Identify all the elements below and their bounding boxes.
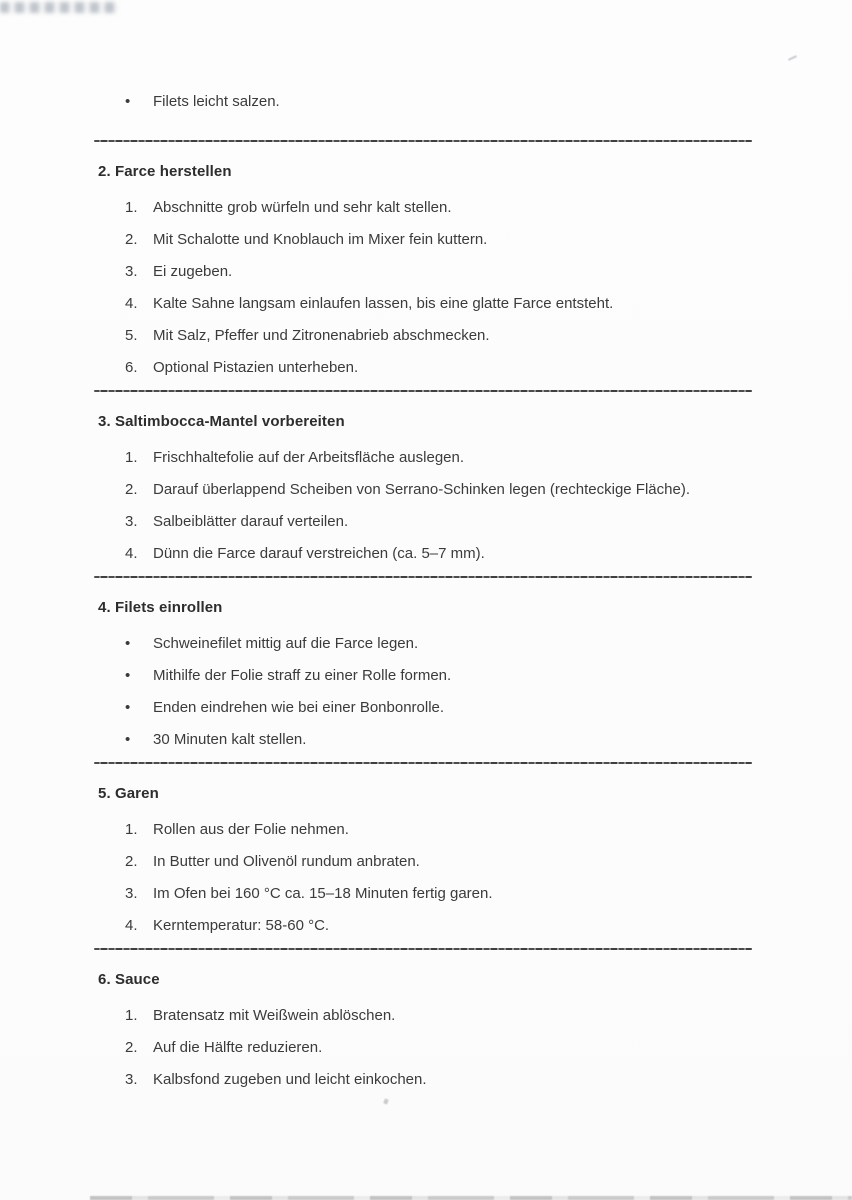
list-item-text: Filets leicht salzen. bbox=[153, 93, 280, 110]
list-item-text: Frischhaltefolie auf der Arbeitsfläche auslegen. bbox=[153, 449, 465, 466]
list-item bbox=[125, 448, 752, 468]
list-item-text: Schweinefilet mittig auf die Farce legen. bbox=[153, 635, 419, 652]
list-item bbox=[125, 884, 752, 904]
list-item bbox=[125, 666, 752, 686]
section-divider bbox=[94, 762, 752, 764]
list-item bbox=[125, 852, 752, 872]
list-item-text: Auf die Hälfte reduzieren. bbox=[153, 1039, 323, 1056]
list-item-text: Abschnitte grob würfeln und sehr kalt stellen. bbox=[153, 199, 452, 216]
list-item-text: Im Ofen bei 160 °C ca. 15–18 Minuten fertig garen. bbox=[153, 885, 493, 902]
list-item-text: In Butter und Olivenöl rundum anbraten. bbox=[153, 853, 420, 870]
list-item-marker: 1. bbox=[125, 821, 138, 838]
scan-artifact-bottom-edge bbox=[90, 1196, 852, 1200]
list-item-marker: 5. bbox=[125, 327, 138, 344]
list-item-text: Mit Schalotte und Knoblauch im Mixer fein kuttern. bbox=[153, 231, 488, 248]
list-item-text: Bratensatz mit Weißwein ablöschen. bbox=[153, 1007, 396, 1024]
list-item-text: Kalbsfond zugeben und leicht einkochen. bbox=[153, 1071, 427, 1088]
list-item-marker: 3. bbox=[125, 263, 138, 280]
list-item-text: Rollen aus der Folie nehmen. bbox=[153, 821, 349, 838]
list-item-text: Salbeiblätter darauf verteilen. bbox=[153, 513, 349, 530]
section-list bbox=[98, 448, 752, 564]
scan-artifact-speck bbox=[383, 1098, 388, 1104]
document-section bbox=[98, 762, 752, 936]
list-item bbox=[125, 820, 752, 840]
list-item bbox=[125, 512, 752, 532]
list-item-marker: 3. bbox=[125, 513, 138, 530]
document-section bbox=[98, 162, 752, 378]
list-item-text: Kerntemperatur: 58-60 °C. bbox=[153, 917, 330, 934]
list-item-marker: 4. bbox=[125, 545, 138, 562]
list-item-marker: 6. bbox=[125, 359, 138, 376]
list-item bbox=[125, 1038, 752, 1058]
list-item-marker: • bbox=[125, 699, 131, 716]
list-item-marker: • bbox=[125, 667, 131, 684]
list-item-marker: 3. bbox=[125, 885, 138, 902]
list-item-text: Darauf überlappend Scheiben von Serrano-Schinken legen (rechteckige Fläche). bbox=[153, 481, 690, 498]
section-list bbox=[98, 820, 752, 936]
document-section bbox=[98, 576, 752, 750]
list-item bbox=[125, 698, 752, 718]
list-item bbox=[125, 262, 752, 282]
list-item-text: 30 Minuten kalt stellen. bbox=[153, 731, 307, 748]
sections-container bbox=[98, 162, 752, 1090]
list-item-marker: 1. bbox=[125, 1007, 138, 1024]
list-item bbox=[125, 92, 752, 112]
list-item bbox=[125, 358, 752, 378]
list-item-text: Kalte Sahne langsam einlaufen lassen, bis eine glatte Farce entsteht. bbox=[153, 295, 614, 312]
list-item-marker: 2. bbox=[125, 853, 138, 870]
list-item bbox=[125, 230, 752, 250]
document-section bbox=[98, 948, 752, 1090]
section-divider bbox=[94, 390, 752, 392]
list-item-text: Optional Pistazien unterheben. bbox=[153, 359, 359, 376]
section-heading: 6. Sauce bbox=[98, 971, 160, 988]
list-item bbox=[125, 634, 752, 654]
section-heading: 5. Garen bbox=[98, 785, 159, 802]
scan-artifact-top-left bbox=[0, 2, 118, 13]
section-list bbox=[98, 634, 752, 750]
list-item-text: Mit Salz, Pfeffer und Zitronenabrieb abschmecken. bbox=[153, 327, 490, 344]
list-item-marker: 3. bbox=[125, 1071, 138, 1088]
list-item bbox=[125, 198, 752, 218]
list-item-marker: • bbox=[125, 635, 131, 652]
section-heading: 2. Farce herstellen bbox=[98, 163, 232, 180]
list-item-text: Enden eindrehen wie bei einer Bonbonrolle. bbox=[153, 699, 445, 716]
document-content bbox=[98, 92, 752, 1090]
section-heading: 3. Saltimbocca-Mantel vorbereiten bbox=[98, 413, 345, 430]
list-item bbox=[125, 1070, 752, 1090]
list-item-marker: 4. bbox=[125, 917, 138, 934]
list-item bbox=[125, 1006, 752, 1026]
list-item-marker: • bbox=[125, 731, 131, 748]
list-item-marker: 4. bbox=[125, 295, 138, 312]
list-item-marker: 2. bbox=[125, 1039, 138, 1056]
list-item-marker: 2. bbox=[125, 481, 138, 498]
section-divider bbox=[94, 948, 752, 950]
list-item-marker: 2. bbox=[125, 231, 138, 248]
section-divider bbox=[94, 576, 752, 578]
list-item-text: Dünn die Farce darauf verstreichen (ca. 5–7 mm). bbox=[153, 545, 485, 562]
list-item bbox=[125, 294, 752, 314]
list-item bbox=[125, 916, 752, 936]
list-item bbox=[125, 480, 752, 500]
bullet-marker: • bbox=[125, 93, 131, 110]
list-item-marker: 1. bbox=[125, 199, 138, 216]
list-item bbox=[125, 326, 752, 346]
section-list bbox=[98, 198, 752, 378]
section-list bbox=[98, 1006, 752, 1090]
list-item bbox=[125, 544, 752, 564]
section-divider bbox=[94, 140, 752, 142]
list-item-text: Ei zugeben. bbox=[153, 263, 233, 280]
document-section bbox=[98, 390, 752, 564]
list-item-text: Mithilfe der Folie straff zu einer Rolle formen. bbox=[153, 667, 452, 684]
section-heading: 4. Filets einrollen bbox=[98, 599, 223, 616]
list-item bbox=[125, 730, 752, 750]
list-item-marker: 1. bbox=[125, 449, 138, 466]
scan-artifact-tick bbox=[788, 55, 797, 61]
